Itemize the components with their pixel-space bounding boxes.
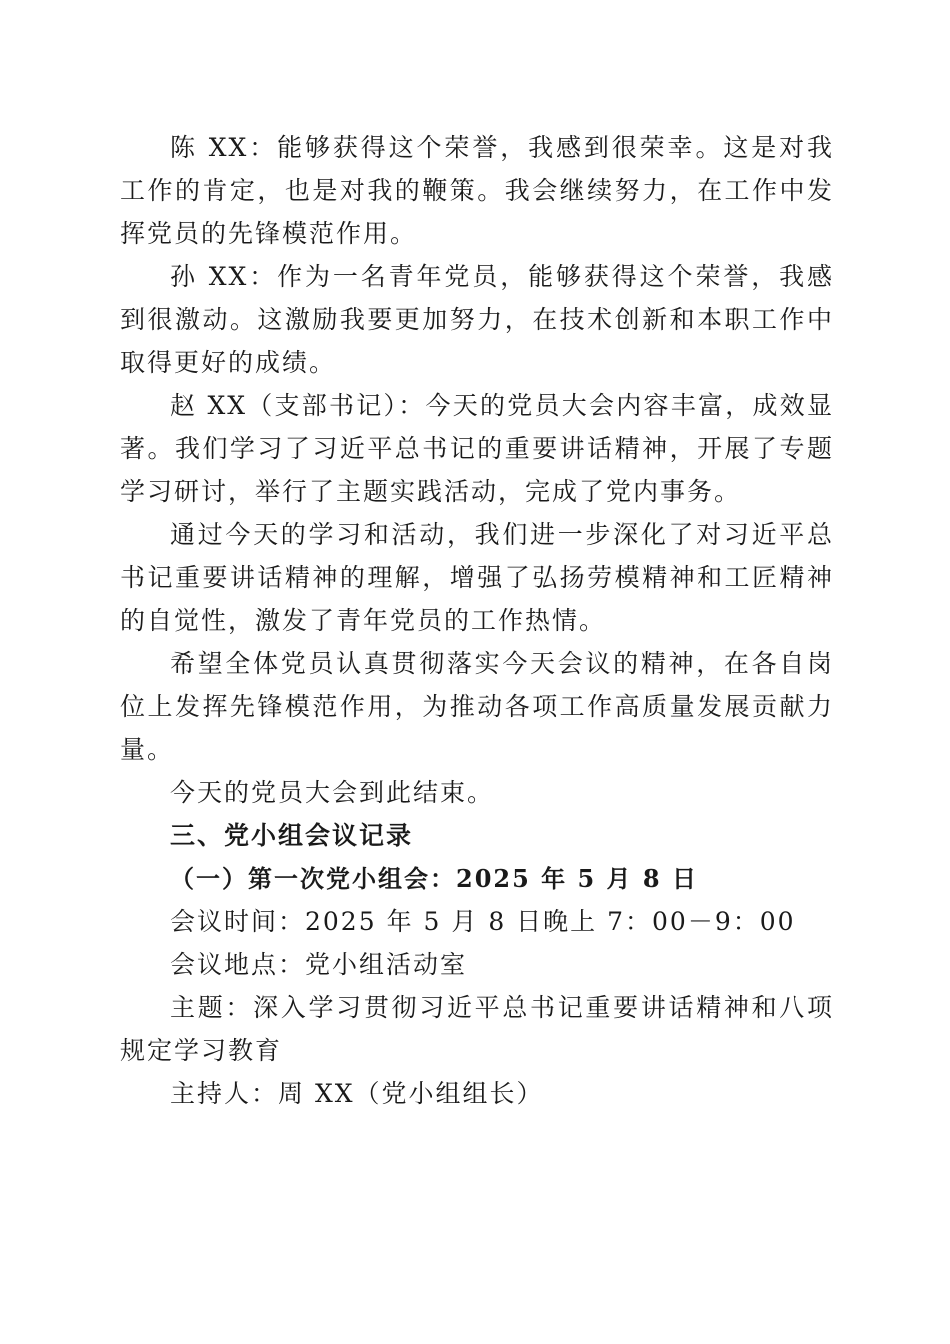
section-heading: 三、党小组会议记录 (170, 821, 414, 850)
expectation-paragraph: 希望全体党员认真贯彻落实今天会议的精神，在各自岗位上发挥先锋模范作用，为推动各项工作高质量发展贡献力量。 (120, 649, 834, 764)
speech-sun: 孙 XX：作为一名青年党员，能够获得这个荣誉，我感到很激动。这激励我要更加努力，在技术创新和本职工作中取得更好的成绩。 (120, 262, 834, 377)
subsection-heading: （一）第一次党小组会：2025 年 5 月 8 日 (170, 864, 698, 893)
meeting-topic: 主题：深入学习贯彻习近平总书记重要讲话精神和八项规定学习教育 (120, 993, 834, 1065)
meeting-place: 会议地点：党小组活动室 (170, 950, 468, 979)
meeting-host: 主持人：周 XX（党小组组长） (170, 1079, 544, 1108)
speech-zhao: 赵 XX（支部书记）：今天的党员大会内容丰富，成效显著。我们学习了习近平总书记的重要讲话精神，开展了专题学习研讨，举行了主题实践活动，完成了党内事务。 (120, 391, 834, 506)
meeting-time: 会议时间：2025 年 5 月 8 日晚上 7：00－9：00 (170, 907, 796, 936)
closing-paragraph: 今天的党员大会到此结束。 (170, 778, 495, 807)
document-body (120, 126, 834, 1115)
speech-chen: 陈 XX：能够获得这个荣誉，我感到很荣幸。这是对我工作的肯定，也是对我的鞭策。我会继续努力，在工作中发挥党员的先锋模范作用。 (120, 133, 834, 248)
summary-paragraph: 通过今天的学习和活动，我们进一步深化了对习近平总书记重要讲话精神的理解，增强了弘扬劳模精神和工匠精神的自觉性，激发了青年党员的工作热情。 (120, 520, 834, 635)
